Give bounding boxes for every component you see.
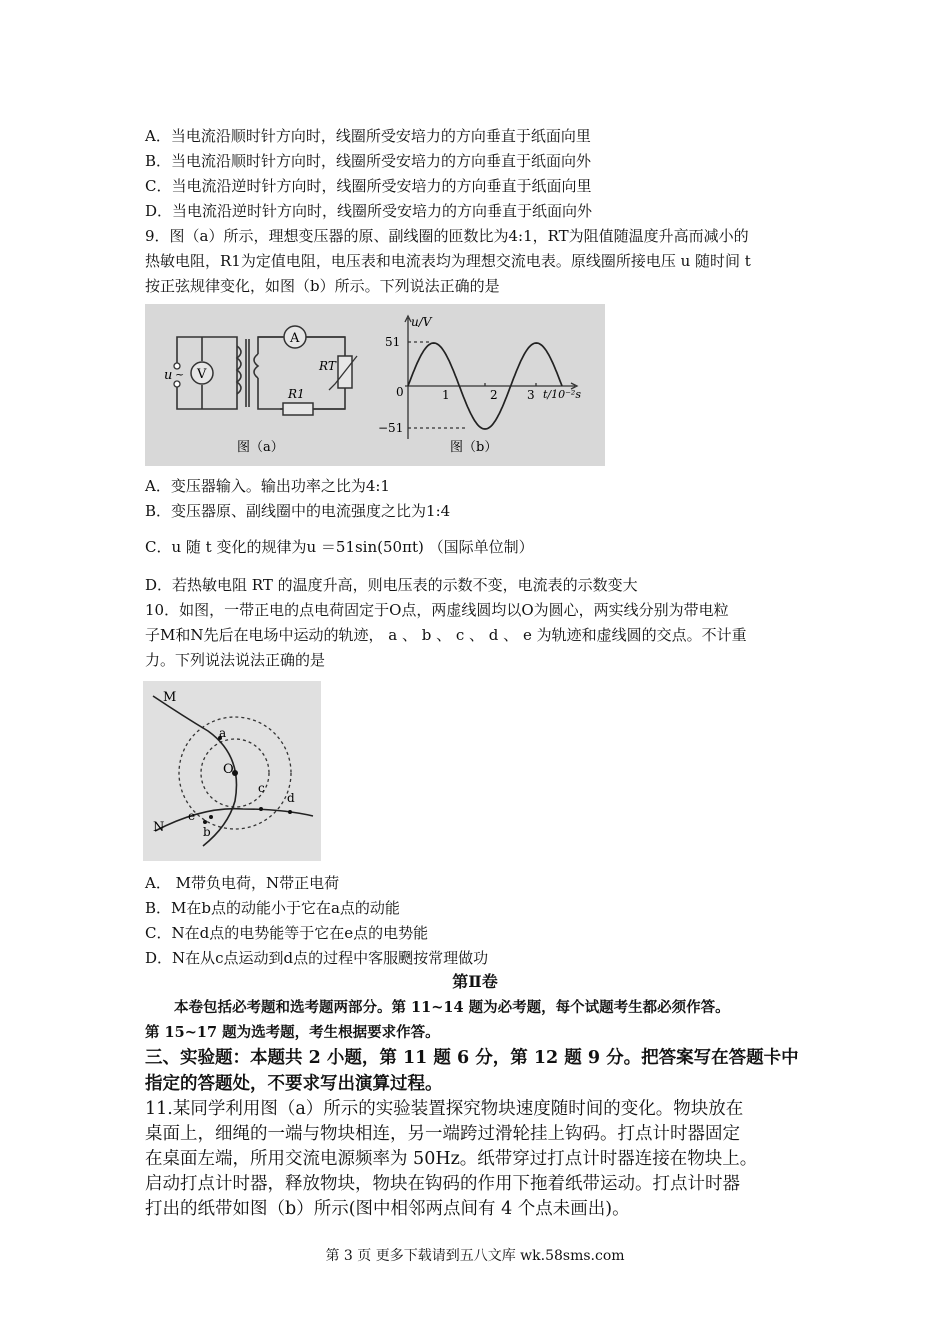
q11-line-2: 桌面上，细绳的一端与物块相连，另一端跨过滑轮挂上钩码。打点计时器固定 — [145, 1124, 740, 1144]
q9-option-a: A．变压器输入。输出功率之比为4:1 — [145, 477, 390, 495]
tick-2: 2 — [490, 388, 498, 402]
q9-stem-line-3: 按正弦规律变化，如图（b）所示。下列说法正确的是 — [145, 277, 500, 295]
q11-line-5: 打出的纸带如图（b）所示(图中相邻两点间有 4 个点未画出)。 — [145, 1199, 630, 1219]
q9-stem-line-2: 热敏电阻，R1为定值电阻，电压表和电流表均为理想交流电表。原线圈所接电压 u 随时间 t — [145, 252, 751, 270]
q10-figure — [143, 681, 321, 861]
y-max-label: 51 — [385, 335, 401, 349]
y-axis-label: u/V — [411, 315, 432, 329]
y-min-label: −51 — [378, 421, 404, 435]
q8-option-c: C．当电流沿逆时针方向时，线圈所受安培力的方向垂直于纸面向里 — [145, 177, 592, 195]
voltmeter-label: V — [197, 367, 207, 382]
q10-option-a: A． M带负电荷，N带正电荷 — [145, 874, 340, 892]
tick-3: 3 — [527, 388, 535, 402]
ammeter-label: A — [290, 331, 300, 346]
q8-option-a: A．当电流沿顺时针方向时，线圈所受安培力的方向垂直于纸面向里 — [145, 127, 591, 145]
q9-figure — [145, 304, 605, 466]
part2-intro-line-2: 第 15~17 题为选考题，考生根据要求作答。 — [145, 1024, 440, 1041]
label-o: O — [223, 762, 234, 777]
x-axis-label: t/10⁻²s — [543, 388, 581, 401]
label-b: b — [203, 825, 211, 839]
r1-label: R1 — [288, 387, 305, 401]
q8-option-d: D．当电流沿逆时针方向时，线圈所受安培力的方向垂直于纸面向外 — [145, 202, 593, 220]
tick-1: 1 — [442, 388, 450, 402]
q10-figure-svg — [143, 681, 321, 861]
label-e: e — [188, 809, 196, 823]
q11-line-3: 在桌面左端，所用交流电源频率为 50Hz。纸带穿过打点计时器连接在物块上。 — [145, 1149, 758, 1169]
rt-label: RT — [319, 359, 336, 373]
q8-option-b: B．当电流沿顺时针方向时，线圈所受安培力的方向垂直于纸面向外 — [145, 152, 592, 170]
caption-a: 图（a） — [237, 440, 284, 455]
caption-b: 图（b） — [450, 440, 498, 455]
q10-option-d: D．N在从c点运动到d点的过程中客服颲按常理做功 — [145, 949, 489, 967]
part2-title: 第Ⅱ卷 — [452, 972, 498, 991]
svg-text:~: ~ — [175, 368, 185, 381]
secondary-coil — [254, 354, 258, 378]
q10-stem-line-1: 10．如图，一带正电的点电荷固定于O点，两虚线圆均以O为圆心，两实线分别为带电粒 — [145, 601, 729, 619]
section3-line-1: 三、实验题：本题共 2 小题，第 11 题 6 分，第 12 题 9 分。把答案写在答题卡中 — [145, 1048, 799, 1068]
q10-stem-line-2: 子M和N先后在电场中运动的轨迹， a 、 b 、 c 、 d 、 e 为轨迹和虚线圆的交点。不计重 — [145, 626, 747, 644]
label-a: a — [219, 726, 227, 740]
q9-stem-line-1: 9．图（a）所示，理想变压器的原、副线圈的匝数比为4:1，RT为阻值随温度升高而减小的 — [145, 227, 749, 245]
q10-option-c: C．N在d点的电势能等于它在e点的电势能 — [145, 924, 429, 942]
origin-label: 0 — [396, 385, 404, 399]
resistor-icon — [283, 403, 313, 415]
label-n: N — [153, 820, 165, 835]
label-d: d — [287, 791, 295, 805]
section3-line-2: 指定的答题处，不要求写出演算过程。 — [145, 1074, 443, 1094]
label-m: M — [163, 690, 177, 705]
q11-line-1: 11.某同学利用图（a）所示的实验装置探究物块速度随时间的变化。物块放在 — [145, 1099, 744, 1119]
q9-figure-svg — [145, 304, 605, 466]
source-u-label: u — [164, 368, 173, 383]
q9-option-d: D．若热敏电阻 RT 的温度升高，则电压表的示数不变，电流表的示数变大 — [145, 576, 638, 594]
q11-line-4: 启动打点计时器，释放物块，物块在钩码的作用下拖着纸带运动。打点计时器 — [145, 1174, 740, 1194]
q9-option-b: B．变压器原、副线圈中的电流强度之比为1:4 — [145, 502, 451, 520]
q9-option-c: C．u 随 t 变化的规律为u ＝51sin(50πt) （国际单位制） — [145, 538, 534, 556]
q10-stem-line-3: 力。下列说法说法正确的是 — [145, 651, 326, 669]
label-c: c — [258, 781, 265, 795]
page-footer: 第 3 页 更多下载请到五八文库 wk.58sms.com — [325, 1248, 625, 1264]
part2-intro-line-1: 本卷包括必考题和选考题两部分。第 11~14 题为必考题，每个试题考生都必须作答。 — [174, 999, 730, 1016]
q10-option-b: B．M在b点的动能小于它在a点的动能 — [145, 899, 400, 917]
